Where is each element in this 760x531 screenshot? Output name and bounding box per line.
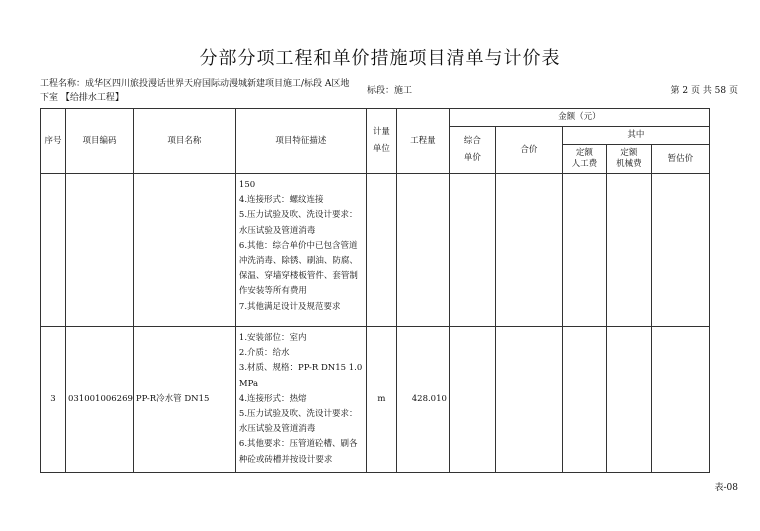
section-label: 标段：施工 — [367, 86, 413, 96]
table-row — [41, 174, 710, 327]
row-labor — [562, 174, 606, 327]
desc-line: 4.连接形式：螺纹连接 — [238, 195, 324, 206]
col-labor-header — [562, 145, 606, 174]
row-machine — [606, 174, 651, 327]
col-index-header: 序号 — [41, 109, 66, 174]
row-desc — [235, 174, 366, 327]
col-qty-header: 工程量 — [396, 109, 449, 174]
header-row-1 — [41, 109, 710, 127]
page-info: 第 2 页 共 58 页 — [670, 86, 738, 96]
col-unit-price-line2: 单价 — [463, 153, 481, 163]
row-total — [495, 174, 562, 327]
row-unit-price — [449, 174, 495, 327]
col-of-which-header: 其中 — [562, 127, 709, 145]
col-unit-price-line1: 综合 — [463, 136, 481, 146]
row-code: 031001006269 — [66, 327, 134, 473]
row-unit: m — [366, 327, 396, 473]
col-desc-header: 项目特征描述 — [235, 109, 366, 174]
col-amount-header: 金额（元） — [449, 109, 709, 127]
project-name-line2: 下室 【给排水工程】 — [40, 93, 124, 103]
col-provisional-header: 暂估价 — [651, 145, 709, 174]
page-title: 分部分项工程和单价措施项目清单与计价表 — [199, 48, 561, 69]
desc-line: 保温、穿墙穿楼板管件、套管制 — [238, 271, 358, 282]
row-desc — [235, 327, 366, 473]
desc-line: 6.其他：综合单价中已包含管道 — [238, 240, 358, 251]
desc-line: 5.压力试验及吹、洗设计要求： — [238, 210, 358, 221]
col-labor-line1: 定额 — [575, 148, 593, 158]
project-name — [40, 77, 360, 105]
row-unit-price — [449, 327, 495, 473]
desc-line: 冲洗消毒、除锈、刷油、防腐、 — [238, 256, 358, 267]
desc-line: 种砼或砖槽并按设计要求 — [238, 454, 333, 465]
row-qty — [396, 174, 449, 327]
desc-line: 4.连接形式：热熔 — [238, 393, 307, 404]
row-qty: 428.010 — [396, 327, 449, 473]
col-unit-line2: 单位 — [372, 144, 390, 154]
row-name: PP-R冷水管 DN15 — [133, 327, 235, 473]
col-unit-price-header — [449, 127, 495, 174]
row-index — [41, 174, 66, 327]
row-unit — [366, 174, 396, 327]
row-index: 3 — [41, 327, 66, 473]
row-labor — [562, 327, 606, 473]
row-machine — [606, 327, 651, 473]
desc-line: 1.安装部位：室内 — [238, 333, 307, 343]
desc-line: MPa — [238, 378, 259, 389]
bill-table — [40, 108, 710, 473]
desc-line: 作安装等所有费用 — [238, 286, 307, 297]
desc-line: 5.压力试验及吹、洗设计要求： — [238, 409, 358, 420]
col-unit-header — [366, 109, 396, 174]
desc-line: 150 — [238, 180, 256, 190]
col-machine-header — [606, 145, 651, 174]
row-total — [495, 327, 562, 473]
col-total-header: 合价 — [495, 127, 562, 174]
desc-line: 7.其他满足设计及规范要求 — [238, 301, 341, 312]
desc-line: 2.介质：给水 — [238, 348, 290, 359]
col-machine-line1: 定额 — [620, 148, 638, 158]
form-number: 表-08 — [714, 483, 738, 493]
col-unit-line1: 计量 — [372, 127, 390, 137]
table-row — [41, 327, 710, 473]
row-code — [66, 174, 134, 327]
row-name — [133, 174, 235, 327]
row-provisional — [651, 174, 709, 327]
desc-line: 水压试验及管道消毒 — [238, 225, 316, 236]
row-provisional — [651, 327, 709, 473]
desc-line: 6.其他要求：压管道砼槽、刷各 — [238, 439, 358, 450]
project-name-line1: 工程名称：成华区四川旅投漫话世界天府国际动漫城新建项目施工/标段 A区地 — [40, 79, 350, 89]
col-name-header: 项目名称 — [133, 109, 235, 174]
col-labor-line2: 人工费 — [571, 159, 598, 169]
desc-line: 水压试验及管道消毒 — [238, 424, 316, 435]
col-machine-line2: 机械费 — [616, 159, 642, 169]
desc-line: 3.材质、规格：PP-R DN15 1.0 — [238, 363, 363, 374]
col-code-header: 项目编码 — [66, 109, 134, 174]
